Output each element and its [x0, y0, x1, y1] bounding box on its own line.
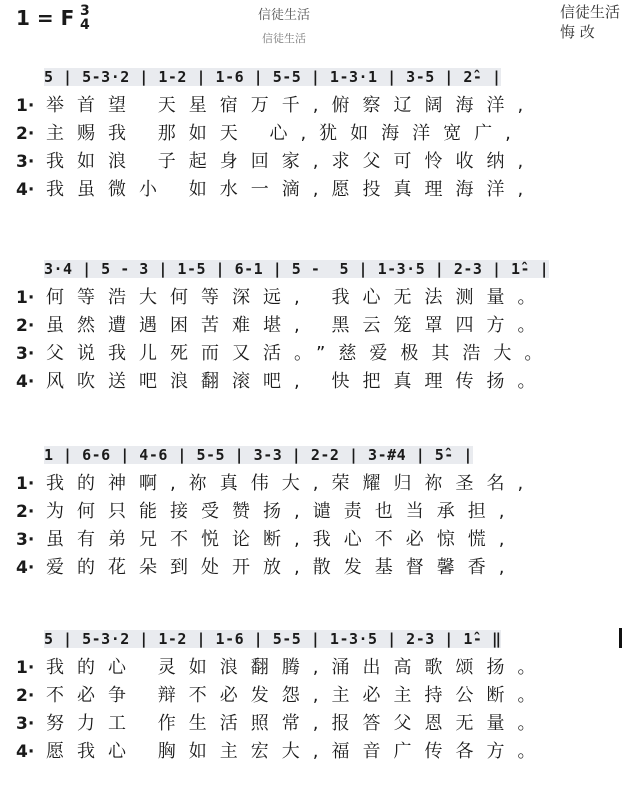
song-category-title: 信徒生活	[257, 8, 310, 23]
verse-number: 2·	[16, 316, 35, 336]
lyric-verse-3	[0, 710, 632, 738]
lyric-text: 我的心 灵如浪翻腾,涌出高歌颂扬。	[46, 657, 549, 678]
credit-title: 悔 改	[559, 23, 595, 41]
lyric-text: 我虽微小 如水一滴,愿投真理海洋,	[46, 179, 537, 200]
key-signature: 1 = F	[16, 6, 75, 30]
verse-number: 4·	[16, 558, 35, 578]
lyric-verse-1	[0, 284, 632, 312]
verse-number: 1·	[16, 96, 35, 116]
score-system-4	[0, 624, 632, 766]
verse-number: 4·	[16, 742, 35, 762]
lyric-verse-4	[0, 738, 632, 766]
credit-category: 信徒生活	[559, 3, 620, 21]
verse-number: 3·	[16, 714, 35, 734]
lyric-text: 何等浩大何等深远, 我心无法测量。	[46, 287, 549, 308]
lyric-text: 父说我儿死而又活。”慈爱极其浩大。	[46, 343, 556, 364]
melody-line: 1 | 6-6 | 4-6 | 5-5 | 3-3 | 2-2 | 3-#4 | 5̂- |	[44, 446, 473, 464]
verse-number: 2·	[16, 686, 35, 706]
final-barline	[619, 628, 622, 648]
song-category-subtitle: 信徒生活	[262, 32, 306, 45]
score-header	[0, 0, 632, 62]
lyric-verse-3	[0, 526, 632, 554]
lyric-verse-2	[0, 682, 632, 710]
lyric-text: 虽然遭遇困苦难堪, 黑云笼罩四方。	[46, 315, 549, 336]
verse-number: 1·	[16, 474, 35, 494]
verse-number: 1·	[16, 658, 35, 678]
lyric-verse-2	[0, 498, 632, 526]
song-credits	[560, 2, 620, 42]
melody-line: 5 | 5-3·2 | 1-2 | 1-6 | 5-5 | 1-3·5 | 2-3 | 1̂- ‖	[44, 630, 502, 648]
lyric-verse-4	[0, 368, 632, 396]
lyric-text: 我如浪 子起身回家,求父可怜收纳,	[46, 151, 537, 172]
lyric-verse-4	[0, 554, 632, 582]
melody-line: 5 | 5-3·2 | 1-2 | 1-6 | 5-5 | 1-3·1 | 3-5 | 2̂- |	[44, 68, 502, 86]
score-system-3	[0, 440, 632, 582]
verse-number: 4·	[16, 180, 35, 200]
lyric-verse-2	[0, 312, 632, 340]
melody-line: 3·4 | 5 - 3 | 1-5 | 6-1 | 5 - 5 | 1-3·5 | 2-3 | 1̂- |	[44, 260, 550, 278]
verse-number: 3·	[16, 344, 35, 364]
lyric-text: 虽有弟兄不悦论断,我心不必惊慌,	[46, 529, 518, 550]
verse-number: 2·	[16, 124, 35, 144]
lyric-verse-1	[0, 470, 632, 498]
verse-number: 3·	[16, 530, 35, 550]
lyric-verse-2	[0, 120, 632, 148]
lyric-verse-1	[0, 92, 632, 120]
lyric-verse-3	[0, 148, 632, 176]
time-signature-top: 3	[80, 3, 90, 19]
lyric-verse-3	[0, 340, 632, 368]
lyric-text: 我的神啊,祢真伟大,荣耀归祢圣名,	[46, 473, 537, 494]
lyric-text: 爱的花朵到处开放,散发基督馨香,	[46, 557, 518, 578]
score-system-2	[0, 254, 632, 396]
verse-number: 1·	[16, 288, 35, 308]
lyric-text: 风吹送吧浪翻滚吧, 快把真理传扬。	[46, 371, 549, 392]
lyric-text: 努力工 作生活照常,报答父恩无量。	[46, 713, 549, 734]
lyric-verse-4	[0, 176, 632, 204]
time-signature	[80, 4, 90, 32]
lyric-text: 愿我心 胸如主宏大,福音广传各方。	[46, 741, 549, 762]
time-signature-bottom: 4	[80, 17, 90, 33]
score-system-1	[0, 62, 632, 204]
lyric-text: 不必争 辩不必发怨,主必主持公断。	[46, 685, 549, 706]
lyric-verse-1	[0, 654, 632, 682]
verse-number: 4·	[16, 372, 35, 392]
verse-number: 2·	[16, 502, 35, 522]
lyric-text: 为何只能接受赞扬,谴责也当承担,	[46, 501, 518, 522]
lyric-text: 举首望 天星宿万千,俯察辽阔海洋,	[46, 95, 537, 116]
lyric-text: 主赐我 那如天 心,犹如海洋宽广,	[46, 123, 524, 144]
verse-number: 3·	[16, 152, 35, 172]
